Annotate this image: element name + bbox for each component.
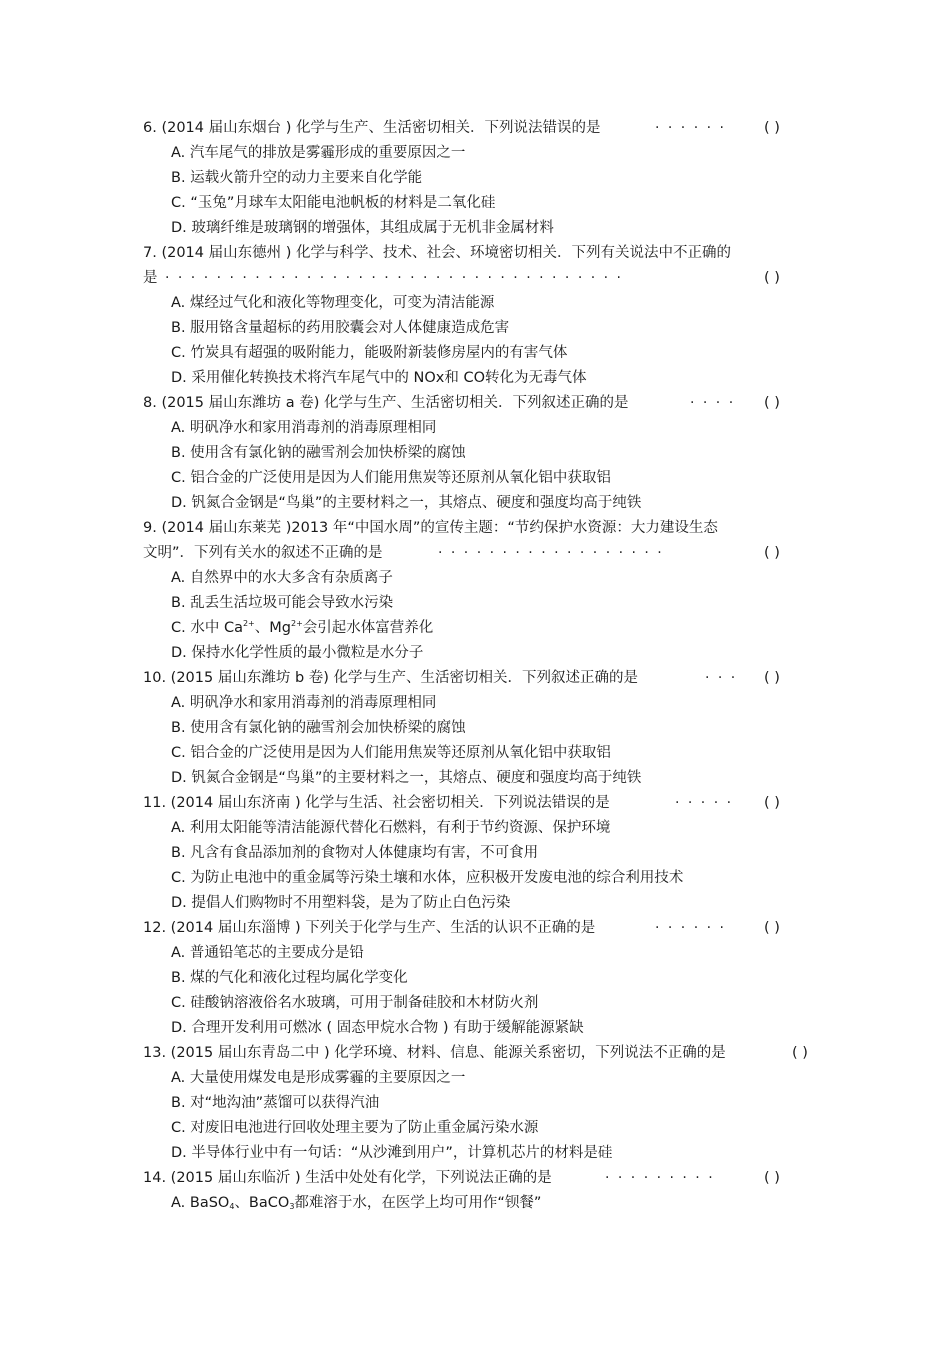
question-8-leader-dots: · · · · xyxy=(690,395,736,411)
question-13-answer-blank: ( ) xyxy=(792,1045,808,1061)
question-9-stem: 9. (2014 届山东莱芜 )2013 年“中国水周”的宣传主题：“节约保护水资源：大力建设生态 xyxy=(143,520,718,536)
question-9-leader-dots: · · · · · · · · · · · · · · · · · · xyxy=(438,545,664,561)
question-7-answer-blank: ( ) xyxy=(764,270,780,286)
question-8-option-b: B. 使用含有氯化钠的融雪剂会加快桥梁的腐蚀 xyxy=(171,445,466,461)
question-8-option-d: D. 钒氮合金钢是“鸟巢”的主要材料之一，其熔点、硬度和强度均高于纯铁 xyxy=(171,495,642,511)
question-9-option-b: B. 乱丢生活垃圾可能会导致水污染 xyxy=(171,595,394,611)
question-9-option-d: D. 保持水化学性质的最小微粒是水分子 xyxy=(171,645,424,661)
question-12-stem: 12. (2014 届山东淄博 ) 下列关于化学与生产、生活的认识不正确的是 xyxy=(143,920,596,936)
question-7-stem: 7. (2014 届山东德州 ) 化学与科学、技术、社会、环境密切相关．下列有关说法中不正确的 xyxy=(143,245,731,261)
question-11-option-d: D. 提倡人们购物时不用塑料袋，是为了防止白色污染 xyxy=(171,895,511,911)
question-14-stem: 14. (2015 届山东临沂 ) 生活中处处有化学，下列说法正确的是 xyxy=(143,1170,552,1186)
question-12-leader-dots: · · · · · · xyxy=(655,920,726,936)
question-7-option-b: B. 服用铬含量超标的药用胶囊会对人体健康造成危害 xyxy=(171,320,510,336)
question-10-stem: 10. (2015 届山东潍坊 b 卷) 化学与生产、生活密切相关．下列叙述正确的是 xyxy=(143,670,639,686)
question-6-leader-dots: · · · · · · xyxy=(655,120,726,136)
question-10-answer-blank: ( ) xyxy=(764,670,780,686)
question-13-option-c: C. 对废旧电池进行回收处理主要为了防止重金属污染水源 xyxy=(171,1120,539,1136)
question-14-leader-dots: · · · · · · · · · xyxy=(605,1170,715,1186)
question-10-option-b: B. 使用含有氯化钠的融雪剂会加快桥梁的腐蚀 xyxy=(171,720,466,736)
question-13-option-a: A. 大量使用煤发电是形成雾霾的主要原因之一 xyxy=(171,1070,466,1086)
question-9-option-a: A. 自然界中的水大多含有杂质离子 xyxy=(171,570,393,586)
question-7-option-c: C. 竹炭具有超强的吸附能力，能吸附新装修房屋内的有害气体 xyxy=(171,345,568,361)
question-6-stem: 6. (2014 届山东烟台 ) 化学与生产、生活密切相关．下列说法错误的是 xyxy=(143,120,601,136)
question-11-option-a: A. 利用太阳能等清洁能源代替化石燃料，有利于节约资源、保护环境 xyxy=(171,820,611,836)
question-11-option-c: C. 为防止电池中的重金属等污染土壤和水体，应积极开发废电池的综合利用技术 xyxy=(171,870,684,886)
question-7-stem-continued: 是 xyxy=(143,270,158,286)
question-8-option-a: A. 明矾净水和家用消毒剂的消毒原理相同 xyxy=(171,420,437,436)
question-13-option-d: D. 半导体行业中有一句话：“从沙滩到用户”，计算机芯片的材料是硅 xyxy=(171,1145,613,1161)
question-11-stem: 11. (2014 届山东济南 ) 化学与生活、社会密切相关．下列说法错误的是 xyxy=(143,795,610,811)
question-10-leader-dots: · · · xyxy=(705,670,738,686)
question-12-option-c: C. 硅酸钠溶液俗名水玻璃，可用于制备硅胶和木材防火剂 xyxy=(171,995,539,1011)
question-9-stem-continued: 文明”．下列有关水的叙述不正确的是 xyxy=(143,545,383,561)
question-10-option-c: C. 铝合金的广泛使用是因为人们能用焦炭等还原剂从氧化铝中获取铝 xyxy=(171,745,611,761)
question-12-answer-blank: ( ) xyxy=(764,920,780,936)
question-7-option-a: A. 煤经过气化和液化等物理变化，可变为清洁能源 xyxy=(171,295,495,311)
question-9-option-c: C. 水中 $Ca^{2+}$、$Mg^{2+}$会引起水体富营养化 xyxy=(171,619,434,636)
question-13-stem: 13. (2015 届山东青岛二中 ) 化学环境、材料、信息、能源关系密切，下列说法不正确的是 xyxy=(143,1045,726,1061)
question-10-option-d: D. 钒氮合金钢是“鸟巢”的主要材料之一，其熔点、硬度和强度均高于纯铁 xyxy=(171,770,642,786)
question-14-answer-blank: ( ) xyxy=(764,1170,780,1186)
question-12-option-d: D. 合理开发利用可燃冰 ( 固态甲烷水合物 ) 有助于缓解能源紧缺 xyxy=(171,1020,584,1036)
question-11-answer-blank: ( ) xyxy=(764,795,780,811)
question-12-option-a: A. 普通铅笔芯的主要成分是铅 xyxy=(171,945,364,961)
question-8-stem: 8. (2015 届山东潍坊 a 卷) 化学与生产、生活密切相关．下列叙述正确的是 xyxy=(143,395,629,411)
question-9-answer-blank: ( ) xyxy=(764,545,780,561)
question-7-leader-dots: · · · · · · · · · · · · · · · · · · · · · · · · · · · · · · · · · · · · xyxy=(165,270,623,286)
question-10-option-a: A. 明矾净水和家用消毒剂的消毒原理相同 xyxy=(171,695,437,711)
question-11-leader-dots: · · · · · xyxy=(675,795,734,811)
question-6-option-d: D. 玻璃纤维是玻璃钢的增强体，其组成属于无机非金属材料 xyxy=(171,220,554,236)
question-6-answer-blank: ( ) xyxy=(764,120,780,136)
question-12-option-b: B. 煤的气化和液化过程均属化学变化 xyxy=(171,970,408,986)
question-6-option-a: A. 汽车尾气的排放是雾霾形成的重要原因之一 xyxy=(171,145,466,161)
question-13-option-b: B. 对“地沟油”蒸馏可以获得汽油 xyxy=(171,1095,380,1111)
question-6-option-b: B. 运载火箭升空的动力主要来自化学能 xyxy=(171,170,423,186)
question-14-option-a: A. BaSO$_4$、BaCO$_3$都难溶于水，在医学上均可用作“钡餐” xyxy=(171,1195,542,1211)
question-8-answer-blank: ( ) xyxy=(764,395,780,411)
question-8-option-c: C. 铝合金的广泛使用是因为人们能用焦炭等还原剂从氧化铝中获取铝 xyxy=(171,470,611,486)
question-6-option-c: C. “玉兔”月球车太阳能电池帆板的材料是二氧化硅 xyxy=(171,195,496,211)
question-11-option-b: B. 凡含有食品添加剂的食物对人体健康均有害，不可食用 xyxy=(171,845,539,861)
question-7-option-d: D. 采用催化转换技术将汽车尾气中的 NOx和 CO转化为无毒气体 xyxy=(171,370,587,386)
